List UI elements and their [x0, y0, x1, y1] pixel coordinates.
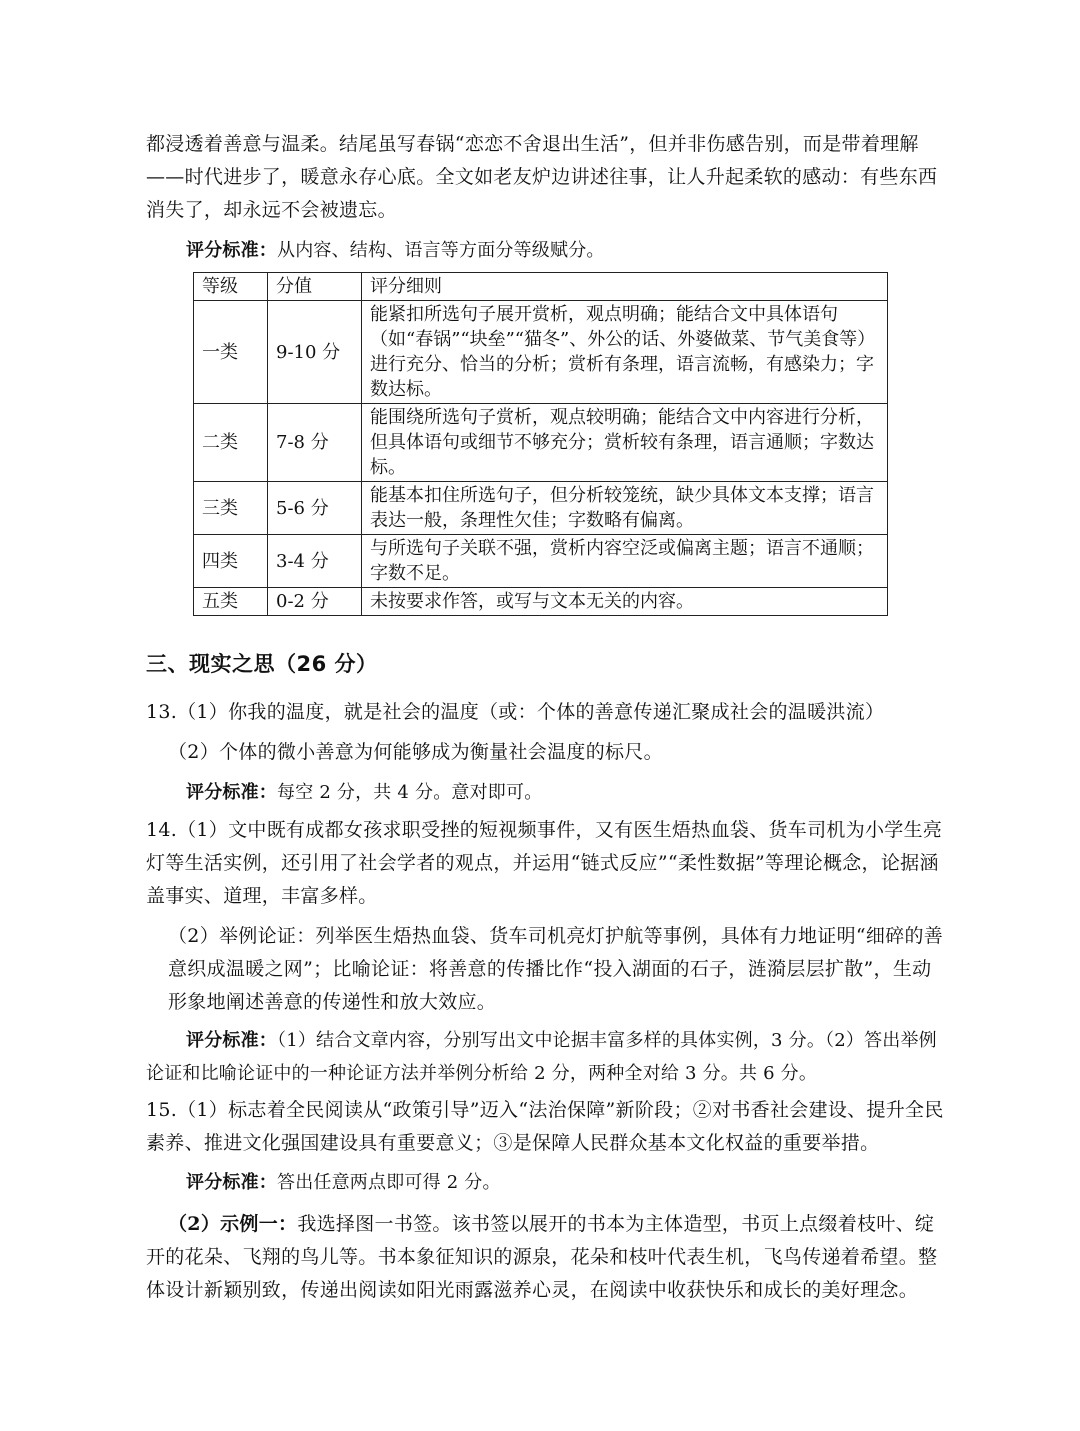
example-label: （2）示例一： — [168, 1213, 298, 1235]
grade-cell: 四类 — [194, 535, 268, 588]
detail-cell: 与所选句子关联不强，赏析内容空泛或偏离主题；语言不通顺；字数不足。 — [362, 535, 888, 588]
criteria-14 — [146, 1024, 946, 1090]
grade-cell: 三类 — [194, 482, 268, 535]
q13-answer-2: （2）个体的微小善意为何能够成为衡量社会温度的标尺。 — [168, 741, 663, 763]
table-row — [194, 482, 888, 535]
header-grade: 等级 — [194, 273, 268, 301]
criteria-12 — [186, 234, 946, 267]
table-row — [194, 301, 888, 404]
grade-cell: 二类 — [194, 404, 268, 482]
header-detail: 评分细则 — [362, 273, 888, 301]
header-score: 分值 — [268, 273, 362, 301]
criteria-text: （1）结合文章内容，分别写出文中论据丰富多样的具体实例，3 分。（2）答出举例论证和比喻论证中的一种论证方法并举例分析给 2 分，两种全对给 3 分。共 6 分。 — [146, 1030, 937, 1084]
grade-cell: 一类 — [194, 301, 268, 404]
criteria-text: 答出任意两点即可得 2 分。 — [277, 1172, 501, 1193]
detail-cell: 未按要求作答，或写与文本无关的内容。 — [362, 588, 888, 616]
detail-cell: 能紧扣所选句子展开赏析，观点明确；能结合文中具体语句（如“春锅”“块垒”“猫冬”、外公的话、外婆做菜、节气美食等）进行充分、恰当的分析；赏析有条理，语言流畅，有感染力；字数达标。 — [362, 301, 888, 404]
criteria-label: 评分标准： — [186, 1030, 277, 1051]
q15-answer-1: 15.（1）标志着全民阅读从“政策引导”迈入“法治保障”新阶段；②对书香社会建设、提升全民素养、推进文化强国建设具有重要意义；③是保障人民群众基本文化权益的重要举措。 — [146, 1099, 944, 1154]
score-cell: 3-4 分 — [268, 535, 362, 588]
criteria-text: 每空 2 分，共 4 分。意对即可。 — [277, 782, 543, 803]
q13-answer-1: 13.（1）你我的温度，就是社会的温度（或：个体的善意传递汇聚成社会的温暖洪流） — [146, 701, 885, 723]
grading-table — [193, 272, 888, 616]
detail-cell: 能围绕所选句子赏析，观点较明确；能结合文中内容进行分析，但具体语句或细节不够充分；赏析较有条理，语言通顺；字数达标。 — [362, 404, 888, 482]
criteria-label: 评分标准： — [186, 240, 277, 261]
criteria-13 — [186, 776, 946, 809]
table-row — [194, 535, 888, 588]
q15-answer-2 — [146, 1208, 946, 1307]
example-text: 我选择图一书签。该书签以展开的书本为主体造型，书页上点缀着枝叶、绽开的花朵、飞翔的鸟儿等。书本象征知识的源泉，花朵和枝叶代表生机，飞鸟传递着希望。整体设计新颖别致，传递出阅读如阳光雨露滋养心灵，在阅读中收获快乐和成长的美好理念。 — [146, 1213, 938, 1301]
score-cell: 7-8 分 — [268, 404, 362, 482]
criteria-label: 评分标准： — [186, 1172, 277, 1193]
section-title: 三、现实之思（26 分） — [146, 652, 378, 676]
intro-paragraph: 都浸透着善意与温柔。结尾虽写春锅“恋恋不舍退出生活”，但并非伤感告别，而是带着理解——时代进步了，暖意永存心底。全文如老友炉边讲述往事，让人升起柔软的感动：有些东西消失了，却永远不会被遗忘。 — [146, 133, 938, 221]
q14-answer-2: （2）举例论证：列举医生焐热血袋、货车司机亮灯护航等事例，具体有力地证明“细碎的善意织成温暖之网”；比喻论证：将善意的传播比作“投入湖面的石子，涟漪层层扩散”，生动形象地阐述善意的传递性和放大效应。 — [168, 925, 944, 1013]
table-row — [194, 404, 888, 482]
detail-cell: 能基本扣住所选句子，但分析较笼统，缺少具体文本支撑；语言表达一般，条理性欠佳；字数略有偏离。 — [362, 482, 888, 535]
criteria-text: 从内容、结构、语言等方面分等级赋分。 — [277, 240, 605, 261]
score-cell: 9-10 分 — [268, 301, 362, 404]
table-row — [194, 588, 888, 616]
criteria-label: 评分标准： — [186, 782, 277, 803]
score-cell: 5-6 分 — [268, 482, 362, 535]
score-cell: 0-2 分 — [268, 588, 362, 616]
criteria-15 — [186, 1166, 946, 1199]
q14-answer-1: 14.（1）文中既有成都女孩求职受挫的短视频事件，又有医生焐热血袋、货车司机为小学生亮灯等生活实例，还引用了社会学者的观点，并运用“链式反应”“柔性数据”等理论概念，论据涵盖事实、道理，丰富多样。 — [146, 819, 943, 907]
grade-cell: 五类 — [194, 588, 268, 616]
table-header-row — [194, 273, 888, 301]
